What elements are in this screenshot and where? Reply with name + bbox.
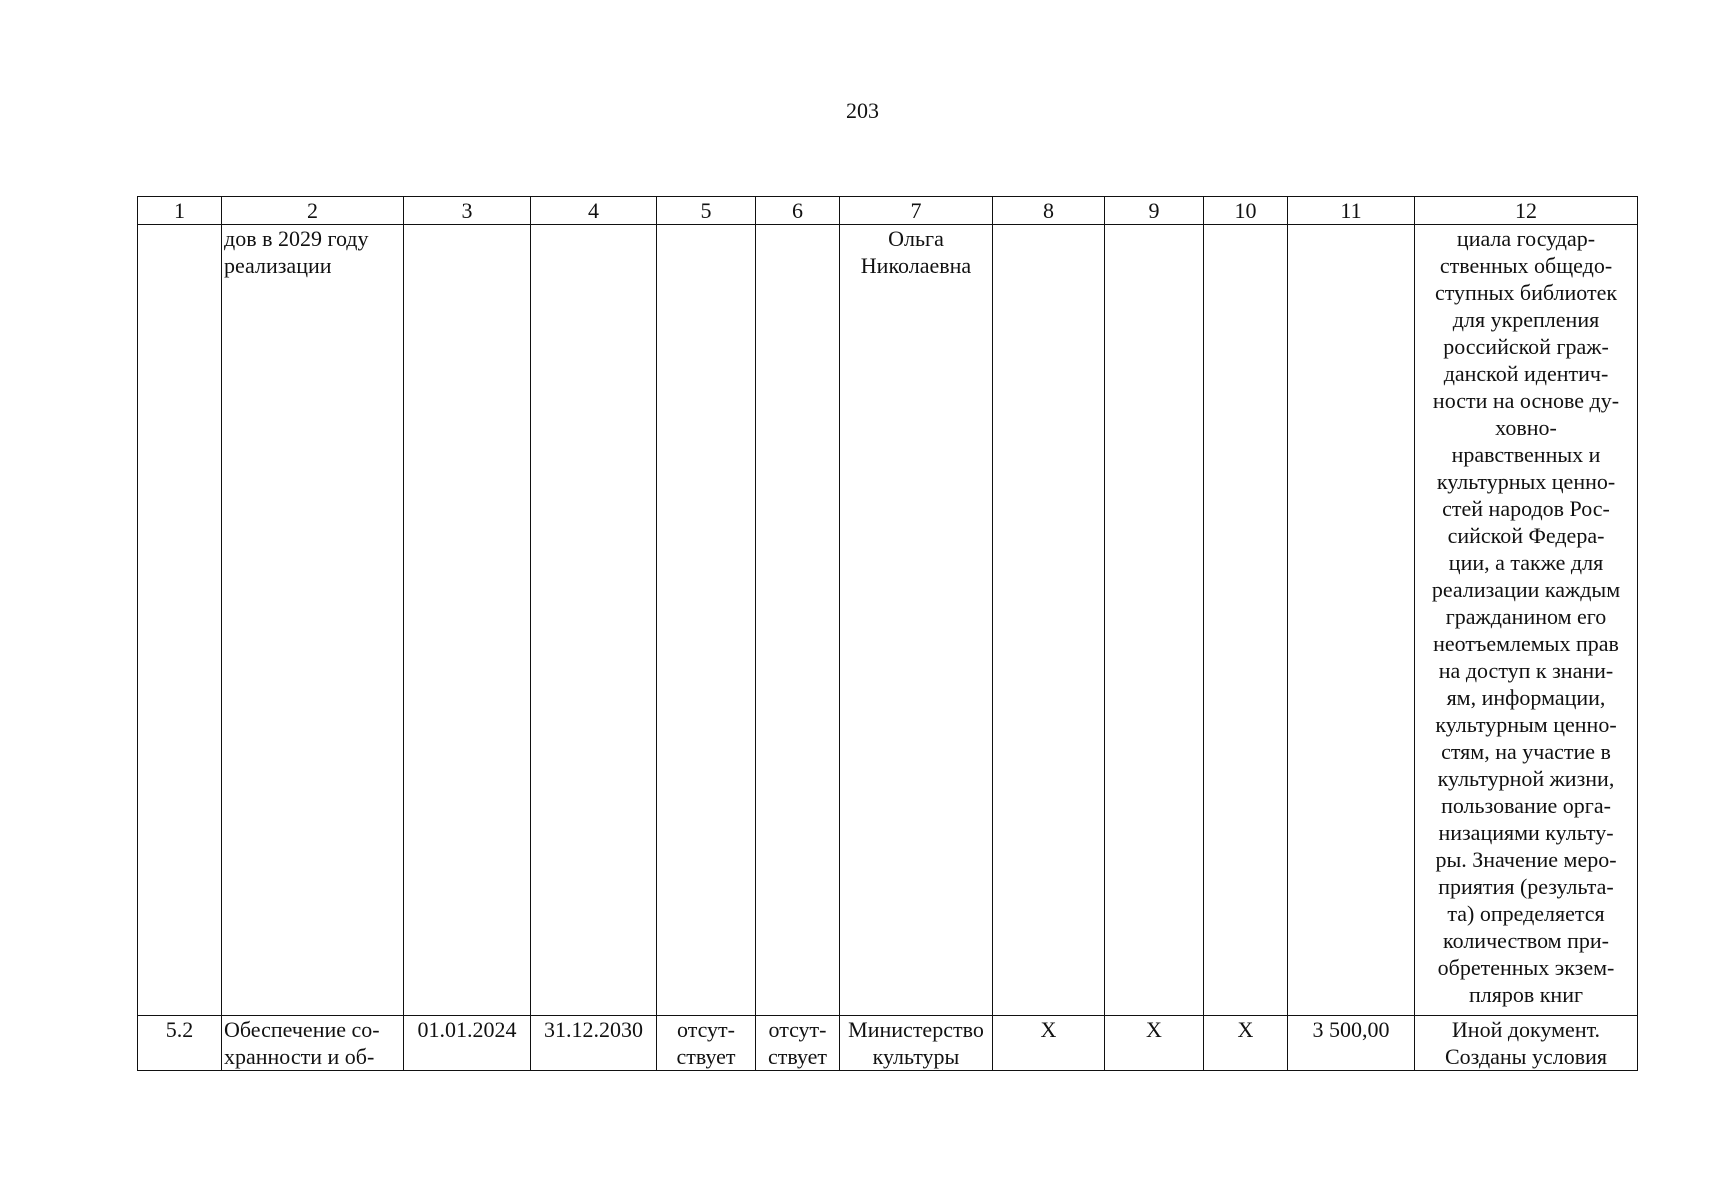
header-cell: 12 [1415,197,1638,225]
cell-line: стей народов Рос- [1442,496,1610,521]
cell-line: Иной документ. [1451,1017,1601,1042]
cell-line: отсут- [676,1017,735,1042]
cell-line: ности на основе ду- [1432,388,1620,413]
cell-line: циала государ- [1456,226,1596,251]
cell-line: стям, на участие в [1441,739,1611,764]
table-cell-col10: Х [1204,1016,1288,1071]
table-cell-col6 [756,1016,840,1071]
header-cell: 2 [222,197,404,225]
table-row-5-2 [138,1016,1638,1071]
header-cell: 1 [138,197,222,225]
cell-line: Ольга [888,226,944,251]
cell-line: ции, а также для [1448,550,1604,575]
cell-line: ствует [676,1044,736,1069]
document-table [137,196,1638,1071]
table-cell-col5 [657,1016,756,1071]
header-cell: 7 [840,197,993,225]
header-cell: 9 [1105,197,1204,225]
header-cell: 4 [531,197,657,225]
cell-line: обретенных экзем- [1437,955,1615,980]
cell-line: Николаевна [860,253,972,278]
table-cell-amount: 3 500,00 [1288,1016,1415,1071]
cell-line: та) определяется [1447,901,1605,926]
cell-line: культурных ценно- [1436,469,1616,494]
cell-line: российской граж- [1443,334,1609,359]
cell-line: низациями культу- [1438,820,1614,845]
table-cell-start-date: 01.01.2024 [404,1016,531,1071]
table-cell-result-description [1415,225,1638,1016]
table-cell-col9: Х [1105,1016,1204,1071]
table-cell-result-description [1415,1016,1638,1071]
page-number: 203 [846,98,879,123]
header-cell: 10 [1204,197,1288,225]
cell-line: Созданы условия [1444,1044,1607,1069]
cell-line: ры. Значение меро- [1435,847,1617,872]
cell-line: Обеспечение со- [224,1017,380,1042]
cell-line: хранности и об- [224,1044,375,1069]
header-cell: 3 [404,197,531,225]
table-cell [756,225,840,1016]
cell-line: ствует [767,1044,828,1069]
cell-line: пляров книг [1468,982,1584,1007]
table-cell [993,225,1105,1016]
table-cell-responsible [840,225,993,1016]
cell-line: приятия (результа- [1438,874,1614,899]
table-cell-responsible [840,1016,993,1071]
table-cell-col8: Х [993,1016,1105,1071]
table-cell [404,225,531,1016]
table-cell [1204,225,1288,1016]
table-cell-end-date: 31.12.2030 [531,1016,657,1071]
table-row-continuation [138,225,1638,1016]
header-cell: 8 [993,197,1105,225]
table-cell [657,225,756,1016]
cell-line: культурной жизни, [1437,766,1615,791]
cell-line: количеством при- [1443,928,1609,953]
cell-line: нравственных и [1451,442,1601,467]
cell-line: ступных библиотек [1434,280,1618,305]
cell-line: ственных общедо- [1439,253,1613,278]
cell-line: дов в 2029 году [224,226,369,251]
table-cell-description [222,225,404,1016]
cell-line: ховно- [1495,415,1557,440]
cell-line: культурным ценно- [1435,712,1617,737]
cell-line: культуры [872,1044,960,1069]
table-cell [138,225,222,1016]
cell-line: ям, информации, [1446,685,1606,710]
cell-line: отсут- [768,1017,827,1042]
cell-line: Министерство [848,1017,984,1042]
table-header-row [138,197,1638,225]
cell-line: пользование орга- [1441,793,1611,818]
header-cell: 6 [756,197,840,225]
table-cell [531,225,657,1016]
header-cell: 11 [1288,197,1415,225]
header-cell: 5 [657,197,756,225]
cell-line: неотъемлемых прав [1433,631,1619,656]
cell-line: данской идентич- [1443,361,1609,386]
cell-line: сийской Федера- [1447,523,1605,548]
cell-line: для укрепления [1452,307,1600,332]
cell-line: реализации [224,253,332,278]
cell-line: на доступ к знани- [1438,658,1614,683]
table-cell [1105,225,1204,1016]
cell-line: гражданином его [1445,604,1607,629]
table-cell-description [222,1016,404,1071]
table-cell-number: 5.2 [138,1016,222,1071]
table-cell [1288,225,1415,1016]
cell-line: реализации каждым [1431,577,1621,602]
